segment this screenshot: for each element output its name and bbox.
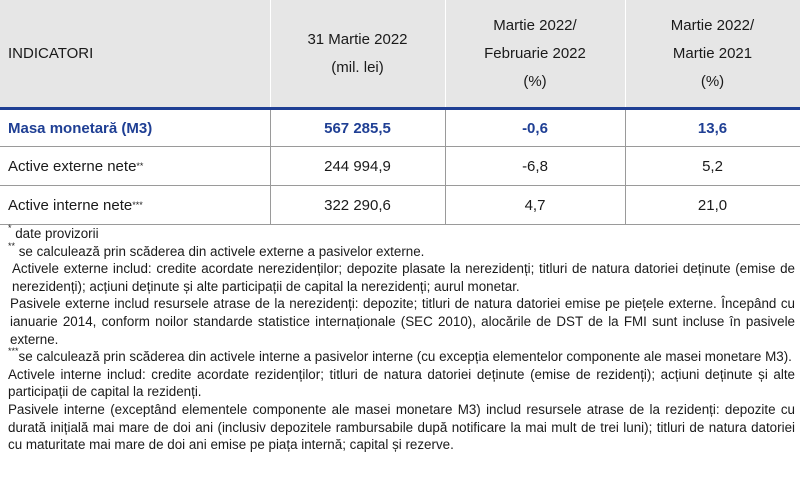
column-divider [625,147,626,185]
column-divider [270,186,271,224]
footnote-external-net: ** se calculează prin scăderea din activele externe a pasivelor externe. [8,240,425,259]
column-divider [625,110,626,146]
header-divider [445,0,446,107]
column-divider [270,147,271,185]
table-header [0,0,800,110]
table-row-m3 [0,110,800,147]
header-divider [270,0,271,107]
table-row-active-interne [0,186,800,225]
row-label: Active interne nete *** [8,196,143,214]
row-value-level: 567 285,5 [324,119,391,137]
header-col-monthly: Martie 2022/ Februarie 2022 (%) [484,16,586,90]
header-indicatori: INDICATORI [8,44,94,62]
column-divider [270,110,271,146]
row-value-annual: 13,6 [697,119,728,137]
header-col-annual: Martie 2022/ Martie 2021 (%) [670,16,755,90]
column-divider [445,186,446,224]
row-value-monthly: -6,8 [522,157,548,175]
row-value-monthly: -0,6 [522,119,548,137]
column-divider [625,186,626,224]
row-value-annual: 5,2 [702,157,723,175]
footnote-external-liabilities: Pasivele externe includ resursele atrase de la nerezidenți: depozite; titluri de natura datoriei emise pe piețele externe. Începând cu ianuarie 2014, conform noilor standarde statistice internaționale (SEC 2010), alocările de DST de la FMI sunt incluse în pasivele externe. [10,296,795,347]
row-label: Active externe nete ** [8,157,144,175]
table-row-active-externe [0,147,800,186]
row-value-level: 322 290,6 [324,196,391,214]
row-value-monthly: 4,7 [524,196,546,214]
footnote-external-assets: Activele externe includ: credite acordate nerezidenților; depozite plasate la nerezidenți; titluri de natura datoriei deținute (emise de nerezidenți); acțiuni deținute și alte participații de capital la nerezidenți; aurul monetar. [12,261,795,294]
column-divider [445,110,446,146]
column-divider [445,147,446,185]
footnotes [8,225,795,454]
footnote-internal-assets: Activele interne includ: credite acordate rezidenților; titluri de natura datoriei deținute (emise de rezidenți); acțiuni deținute și alte participații de capital la rezidenți. [8,366,795,400]
row-value-annual: 21,0 [697,196,728,214]
row-label: Masa monetară (M3) [8,119,153,137]
header-col-level: 31 Martie 2022 (mil. lei) [307,30,408,76]
footnote-provisional: * date provizorii [8,223,99,241]
row-value-level: 244 994,9 [324,157,391,175]
footnote-internal-net: ***se calculează prin scăderea din activele interne a pasivelor interne (cu excepția elementelor componente ale masei monetare M3). [8,346,792,365]
header-divider [625,0,626,107]
footnote-internal-liabilities: Pasivele interne (exceptând elementele componente ale masei monetare M3) includ resursele atrase de la rezidenți: depozite cu durată inițială mai mare de doi ani (inclusiv depozitele rambursabile după notificare la mai mult de trei luni); titluri de natura datoriei cu maturitate mai mare de doi ani emise pe piața internă; capital și rezerve. [8,401,795,453]
